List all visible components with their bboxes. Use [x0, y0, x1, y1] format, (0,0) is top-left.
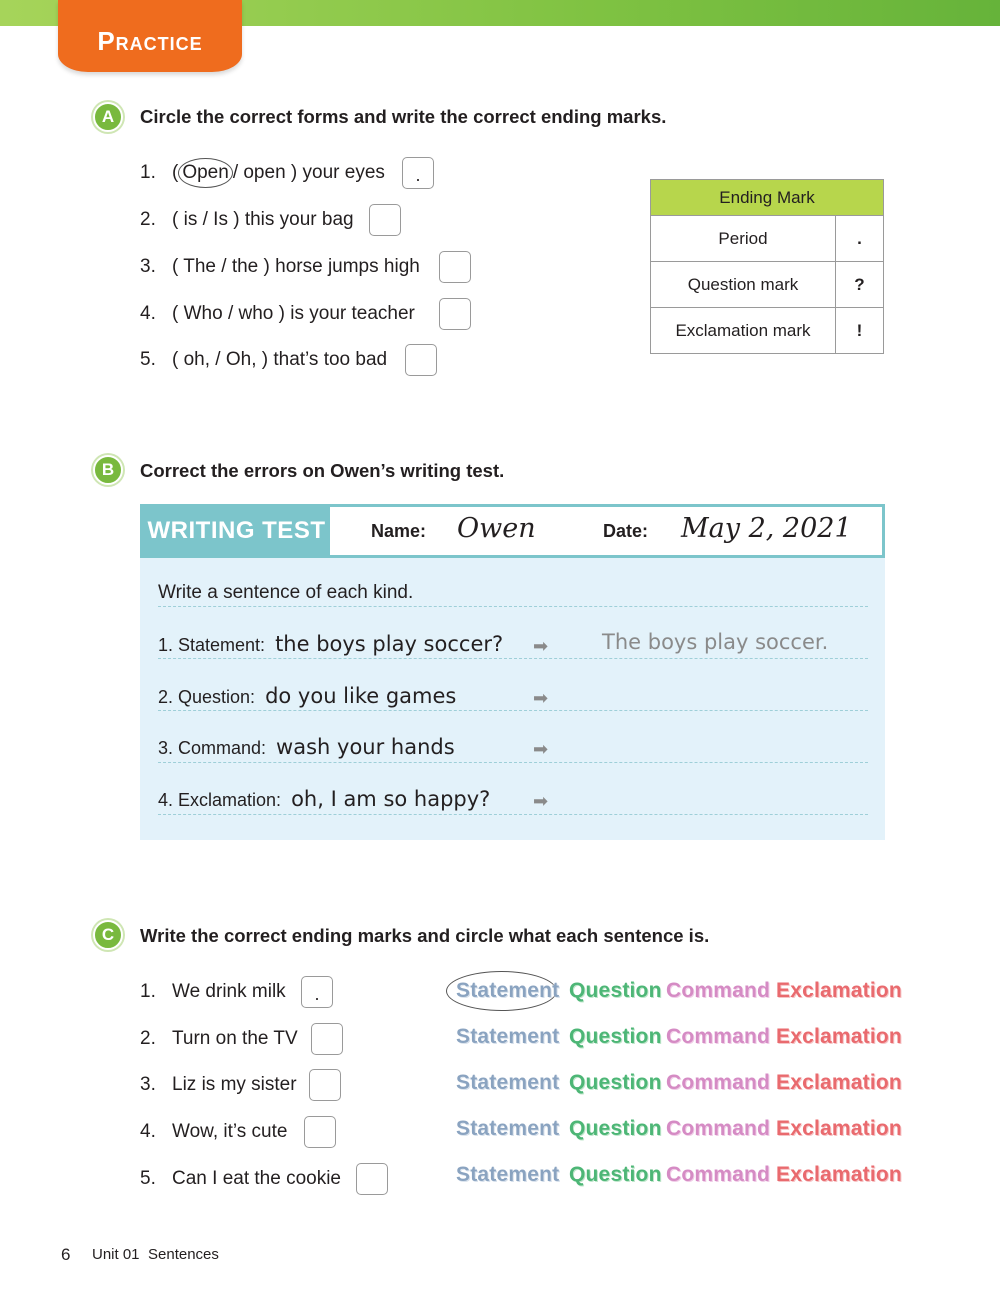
section-c-title: Write the correct ending marks and circle what each sentence is.	[140, 925, 710, 946]
kind-command[interactable]: Command	[666, 1025, 771, 1048]
kind-statement[interactable]: Statement	[456, 1163, 560, 1186]
section-c-badge: C	[93, 920, 123, 950]
ending-mark-box[interactable]	[369, 204, 401, 236]
ending-mark-box[interactable]	[309, 1069, 341, 1101]
exercise-c-item-5: 5. Can I eat the cookie	[140, 1168, 341, 1189]
table-row: Question mark ?	[651, 262, 884, 308]
kind-statement[interactable]: Statement	[456, 979, 560, 1002]
arrow-right-icon: ➡	[533, 739, 549, 759]
circled-option: Open	[178, 158, 232, 188]
kind-command[interactable]: Command	[666, 1163, 771, 1186]
divider	[158, 658, 868, 659]
answer-field[interactable]: The boys play soccer.	[602, 630, 829, 654]
practice-label: Practice	[97, 26, 203, 56]
exercise-c-item-3: 3. Liz is my sister	[140, 1074, 297, 1095]
page-number: 6	[61, 1245, 71, 1264]
table-row: Period .	[651, 216, 884, 262]
section-b-badge: B	[93, 455, 123, 485]
divider	[158, 762, 868, 763]
footer-topic: Sentences	[148, 1246, 219, 1263]
kind-exclamation[interactable]: Exclamation	[776, 1117, 902, 1140]
writing-prompt: Write a sentence of each kind.	[158, 582, 414, 603]
table-row: Exclamation mark !	[651, 308, 884, 354]
kind-exclamation[interactable]: Exclamation	[776, 1071, 902, 1094]
ending-mark-box[interactable]	[304, 1116, 336, 1148]
exercise-a-item-1: 1. ( Open / open ) your eyes	[140, 158, 385, 188]
writing-test-body	[140, 558, 885, 840]
ending-mark-box[interactable]	[439, 251, 471, 283]
kind-command[interactable]: Command	[666, 979, 771, 1002]
exercise-c-item-4: 4. Wow, it’s cute	[140, 1121, 288, 1142]
ending-mark-box[interactable]	[405, 344, 437, 376]
writing-row: 3. Command: wash your hands	[158, 735, 455, 759]
writing-test-header	[140, 504, 885, 558]
exercise-a-item-4: 4. ( Who / who ) is your teacher	[140, 303, 415, 324]
arrow-right-icon: ➡	[533, 791, 549, 811]
kind-exclamation[interactable]: Exclamation	[776, 1025, 902, 1048]
kind-question[interactable]: Question	[569, 979, 662, 1002]
kind-statement[interactable]: Statement	[456, 1117, 560, 1140]
kind-exclamation[interactable]: Exclamation	[776, 1163, 902, 1186]
divider	[158, 710, 868, 711]
section-b-title: Correct the errors on Owen’s writing test.	[140, 460, 505, 481]
exercise-a-item-5: 5. ( oh, / Oh, ) that’s too bad	[140, 349, 388, 370]
section-a-badge: A	[93, 102, 123, 132]
section-a-title: Circle the correct forms and write the correct ending marks.	[140, 106, 667, 127]
kind-command[interactable]: Command	[666, 1071, 771, 1094]
table-header: Ending Mark	[651, 180, 884, 216]
writing-row: 1. Statement: the boys play soccer?	[158, 632, 504, 656]
ending-mark-table	[650, 179, 884, 354]
kind-statement[interactable]: Statement	[456, 1071, 560, 1094]
exercise-c-item-1: 1. We drink milk	[140, 981, 286, 1002]
practice-tab	[58, 0, 242, 72]
arrow-right-icon: ➡	[533, 636, 549, 656]
kind-statement[interactable]: Statement	[456, 1025, 560, 1048]
ending-mark-box[interactable]	[439, 298, 471, 330]
exercise-c-item-2: 2. Turn on the TV	[140, 1028, 298, 1049]
arrow-right-icon: ➡	[533, 688, 549, 708]
kind-question[interactable]: Question	[569, 1117, 662, 1140]
kind-question[interactable]: Question	[569, 1163, 662, 1186]
divider	[158, 606, 868, 607]
kind-exclamation[interactable]: Exclamation	[776, 979, 902, 1002]
kind-question[interactable]: Question	[569, 1025, 662, 1048]
footer-unit: Unit 01	[92, 1246, 140, 1263]
name-value: Owen	[457, 513, 536, 544]
ending-mark-box[interactable]	[311, 1023, 343, 1055]
kind-command[interactable]: Command	[666, 1117, 771, 1140]
writing-row: 2. Question: do you like games	[158, 684, 457, 708]
ending-mark-box[interactable]: .	[402, 157, 434, 189]
writing-row: 4. Exclamation: oh, I am so happy?	[158, 787, 491, 811]
name-label: Name:	[371, 521, 427, 541]
date-value: May 2, 2021	[681, 513, 852, 544]
exercise-a-item-3: 3. ( The / the ) horse jumps high	[140, 256, 420, 277]
writing-test-label: WRITING TEST	[143, 507, 330, 555]
ending-mark-box[interactable]	[356, 1163, 388, 1195]
divider	[158, 814, 868, 815]
date-label: Date:	[603, 521, 649, 541]
kind-question[interactable]: Question	[569, 1071, 662, 1094]
exercise-a-item-2: 2. ( is / Is ) this your bag	[140, 209, 354, 230]
ending-mark-box[interactable]: .	[301, 976, 333, 1008]
